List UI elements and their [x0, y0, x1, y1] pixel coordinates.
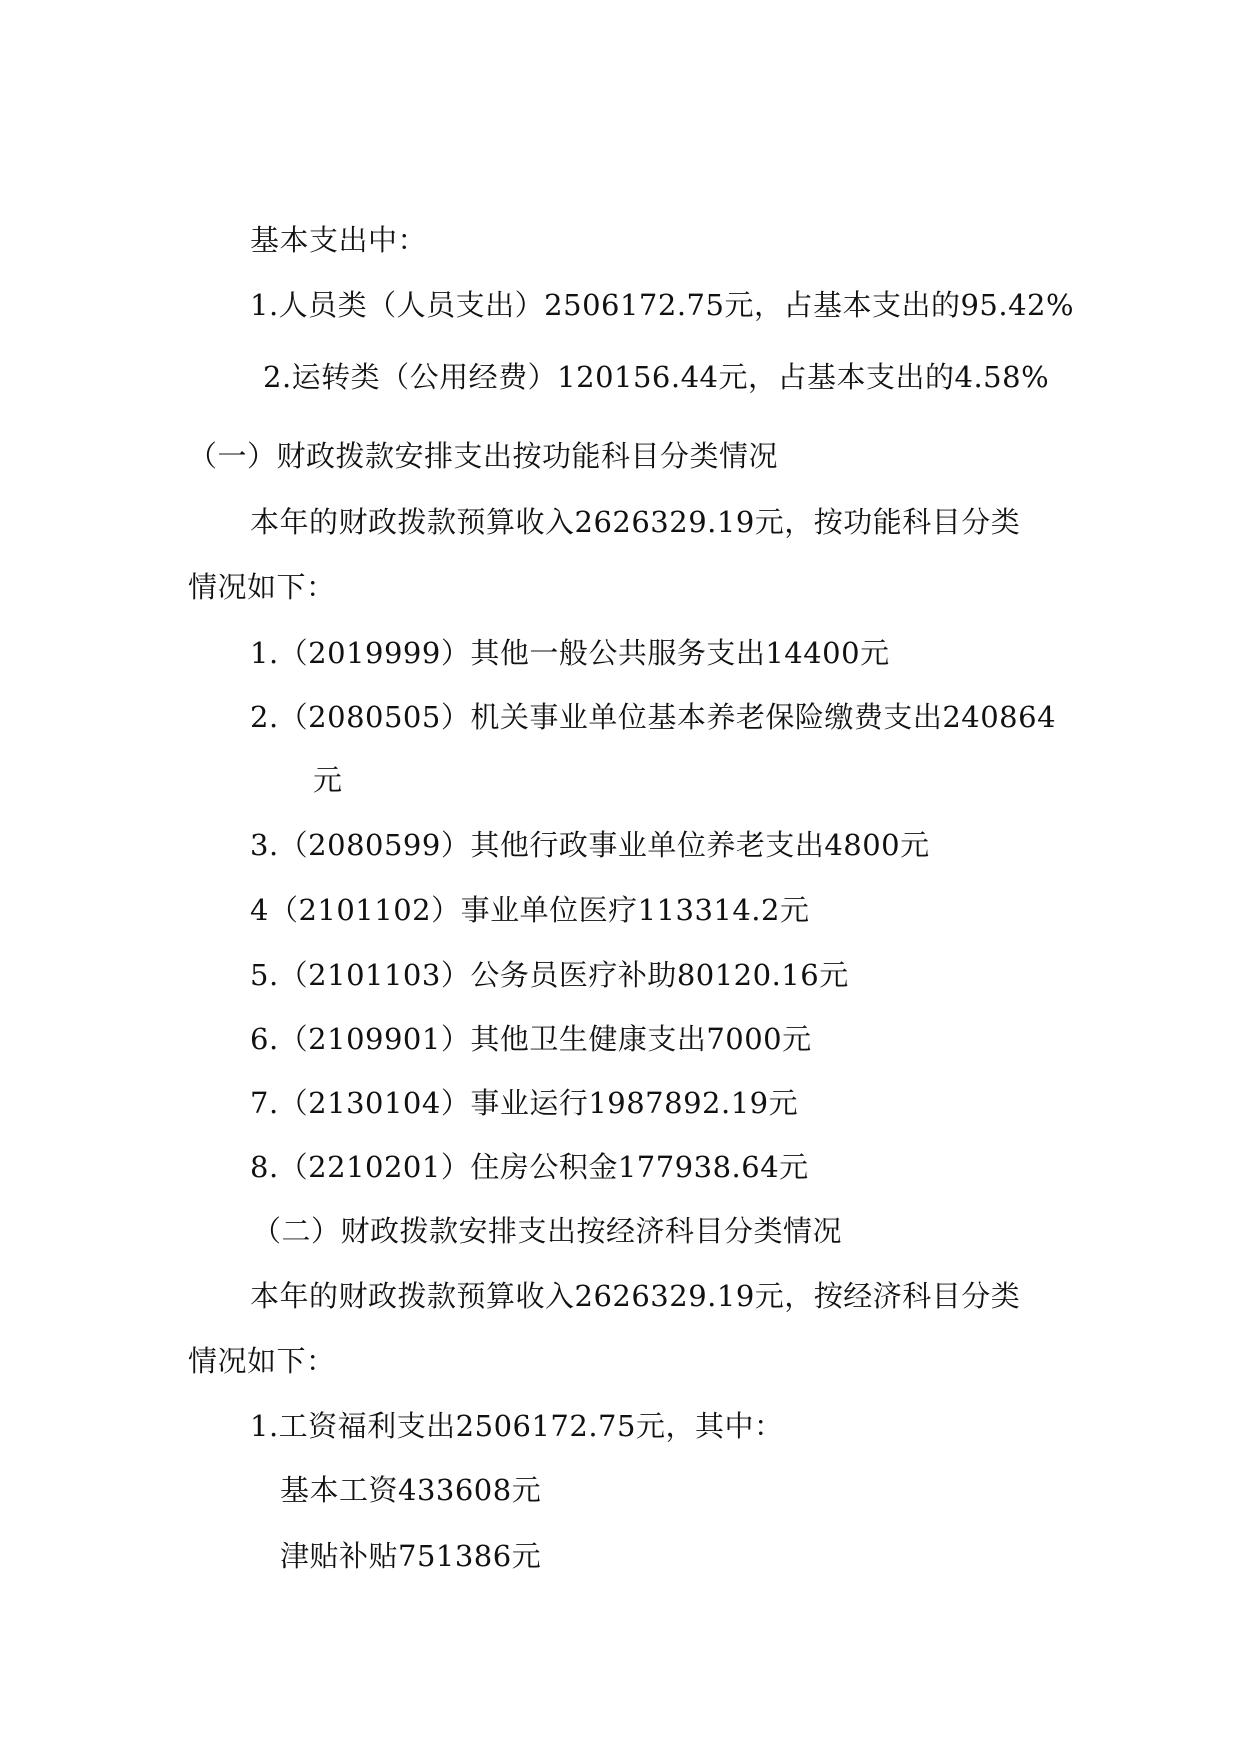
- function-item-1: 1.（2019999）其他一般公共服务支出14400元: [250, 636, 890, 670]
- section-two-heading: （二）财政拨款安排支出按经济科目分类情况: [252, 1214, 843, 1248]
- basic-item-personnel: 1.人员类（人员支出）2506172.75元，占基本支出的95.42%: [250, 288, 1075, 322]
- function-item-2-continued: 元: [313, 763, 343, 797]
- function-item-8: 8.（2210201）住房公积金177938.64元: [250, 1150, 809, 1184]
- basic-expenditure-intro: 基本支出中：: [250, 223, 428, 257]
- function-item-4: 4（2101102）事业单位医疗113314.2元: [250, 893, 810, 927]
- function-item-7: 7.（2130104）事业运行1987892.19元: [250, 1086, 799, 1120]
- economic-item-1: 1.工资福利支出2506172.75元，其中：: [250, 1409, 784, 1443]
- function-item-5: 5.（2101103）公务员医疗补助80120.16元: [250, 958, 849, 992]
- section-two-intro-line2: 情况如下：: [188, 1344, 336, 1378]
- function-item-3: 3.（2080599）其他行政事业单位养老支出4800元: [250, 828, 930, 862]
- section-one-intro-line1: 本年的财政拨款预算收入2626329.19元，按功能科目分类: [250, 505, 1021, 539]
- economic-subitem-basic-salary: 基本工资433608元: [280, 1473, 542, 1507]
- section-two-intro-line1: 本年的财政拨款预算收入2626329.19元，按经济科目分类: [250, 1279, 1021, 1313]
- section-one-heading: （一）财政拨款安排支出按功能科目分类情况: [188, 439, 779, 473]
- economic-subitem-allowances: 津贴补贴751386元: [280, 1539, 542, 1573]
- basic-item-operation: 2.运转类（公用经费）120156.44元，占基本支出的4.58%: [263, 360, 1050, 394]
- function-item-6: 6.（2109901）其他卫生健康支出7000元: [250, 1022, 812, 1056]
- section-one-intro-line2: 情况如下：: [188, 570, 336, 604]
- function-item-2: 2.（2080505）机关事业单位基本养老保险缴费支出240864: [250, 700, 1057, 734]
